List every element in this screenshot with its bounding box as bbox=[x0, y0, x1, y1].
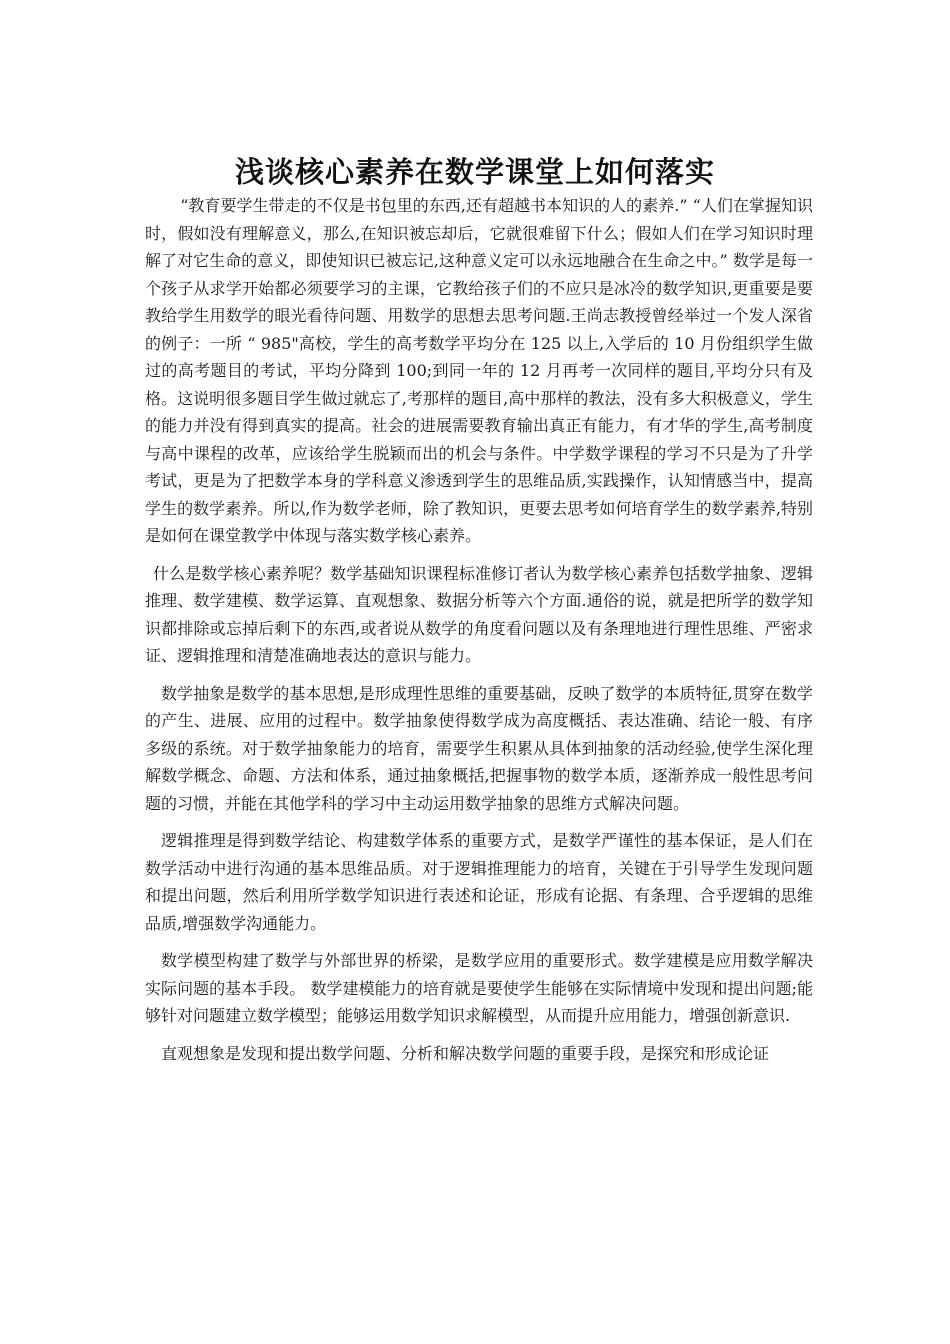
paragraph-introduction: “教育要学生带走的不仅是书包里的东西,还有超越书本知识的人的素养.” “人们在掌握知识时，假如没有理解意义，那么,在知识被忘却后，它就很难留下什么；假如人们在学习知识时理解了对它生命的意义，即使知识已被忘记,这种意义定可以永远地融合在生命之中。” 数学是每一个孩子从求学开始都必须要学习的主课，它教给孩子们的不应只是冰冷的数学知识,更重要是要教给学生用数学的眼光看待问题、用数学的思想去思考问题.王尚志教授曾经举过一个发人深省的例子：一所 “ 985"高校，学生的高考数学平均分在 125 以上,入学后的 10 月份组织学生做过的高考题目的考试，平均分降到 100;到同一年的 12 月再考一次同样的题目,平均分只有及格。这说明很多题目学生做过就忘了,考那样的题目,高中那样的教法，没有多大积极意义，学生的能力并没有得到真实的提高。社会的进展需要教育输出真正有能力，有才华的学生,高考制度与高中课程的改革，应该给学生脱颖而出的机会与条件。中学数学课程的学习不只是为了升学考试，更是为了把数学本身的学科意义渗透到学生的思维品质,实践操作，认知情感当中，提高学生的数学素养。所以,作为数学老师，除了教知识，更要去思考如何培育学生的数学素养,特别是如何在课堂教学中体现与落实数学核心素养。 bbox=[145, 196, 813, 545]
document-body bbox=[145, 192, 813, 1067]
paragraph-core-literacy-definition: 什么是数学核心素养呢？数学基础知识课程标准修订者认为数学核心素养包括数学抽象、逻辑推理、数学建模、数学运算、直观想象、数据分析等六个方面.通俗的说，就是把所学的数学知识都排除或忘掉后剩下的东西,或者说从数学的角度看问题以及有条理地进行理性思维、严密求证、逻辑推理和清楚准确地表达的意识与能力。 bbox=[145, 563, 813, 665]
paragraph-logical-reasoning: 逻辑推理是得到数学结论、构建数学体系的重要方式，是数学严谨性的基本保证，是人们在数学活动中进行沟通的基本思维品质。对于逻辑推理能力的培育，关键在于引导学生发现问题和提出问题，然后利用所学数学知识进行表述和论证，形成有论据、有条理、合乎逻辑的思维品质,增强数学沟通能力。 bbox=[145, 831, 813, 933]
paragraph-math-abstraction: 数学抽象是数学的基本思想,是形成理性思维的重要基础，反映了数学的本质特征,贯穿在数学的产生、进展、应用的过程中。数学抽象使得数学成为高度概括、表达准确、结论一般、有序多级的系统。对于数学抽象能力的培育，需要学生积累从具体到抽象的活动经验,使学生深化理解数学概念、命题、方法和体系，通过抽象概括,把握事物的数学本质，逐渐养成一般性思考问题的习惯，并能在其他学科的学习中主动运用数学抽象的思维方式解决问题。 bbox=[145, 683, 813, 813]
paragraph-intuitive-imagination: 直观想象是发现和提出数学问题、分析和解决数学问题的重要手段，是探究和形成论证 bbox=[161, 1043, 770, 1063]
document-title: 浅谈核心素养在数学课堂上如何落实 bbox=[234, 155, 715, 190]
paragraph-math-modeling: 数学模型构建了数学与外部世界的桥梁，是数学应用的重要形式。数学建模是应用数学解决实际问题的基本手段。 数学建模能力的培育就是要使学生能够在实际情境中发现和提出问题;能够针对问题建立数学模型；能够运用数学知识求解模型，从而提升应用能力，增强创新意识. bbox=[145, 951, 813, 1025]
